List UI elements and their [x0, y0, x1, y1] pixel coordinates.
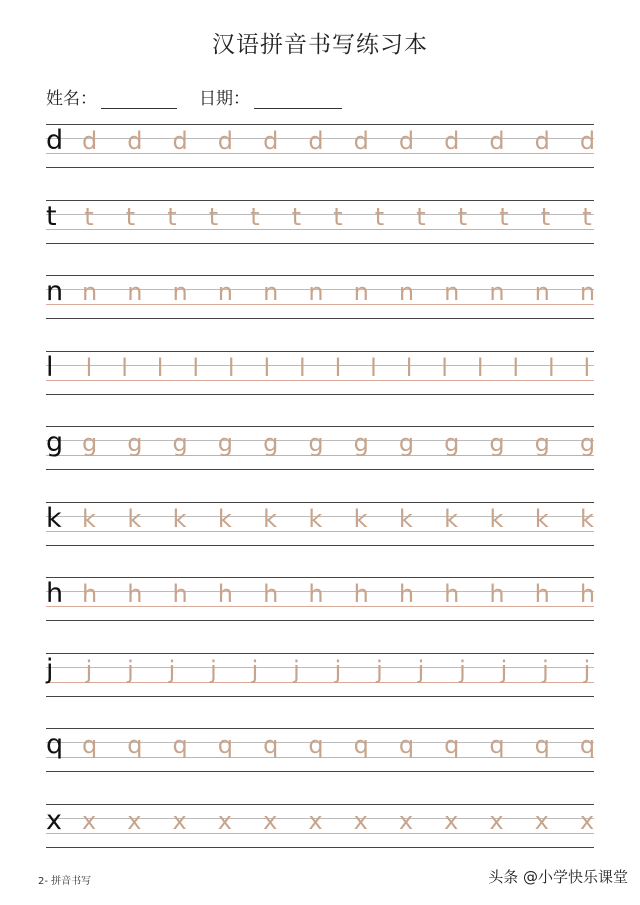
- trace-letter: k: [172, 504, 187, 533]
- trace-letter: l: [85, 353, 93, 382]
- trace-letter: d: [398, 127, 415, 155]
- guide-line: [46, 200, 594, 201]
- trace-letter: d: [217, 127, 234, 155]
- model-letter: q: [46, 729, 64, 760]
- trace-letter: j: [583, 655, 591, 684]
- trace-letter: k: [489, 504, 504, 533]
- trace-letter: n: [489, 278, 505, 306]
- guide-line: [46, 318, 594, 319]
- trace-letter: g: [579, 429, 596, 457]
- trace-letter: n: [127, 278, 143, 306]
- trace-letter: q: [217, 731, 234, 759]
- trace-letter: l: [263, 353, 271, 382]
- model-letter: d: [46, 125, 64, 156]
- trace-letter: h: [398, 580, 415, 608]
- practice-row[interactable]: [46, 124, 594, 168]
- trace-letter: j: [251, 655, 259, 684]
- trace-letter: d: [534, 127, 550, 155]
- trace-letter: q: [489, 731, 505, 759]
- trace-letters: [82, 353, 594, 383]
- trace-letter: q: [444, 731, 460, 759]
- guide-line: [46, 804, 594, 805]
- trace-letter: k: [444, 504, 459, 533]
- trace-letter: d: [172, 127, 188, 155]
- practice-row[interactable]: [46, 728, 594, 772]
- guide-line: [46, 696, 594, 697]
- trace-letter: g: [217, 429, 234, 457]
- trace-letter: l: [299, 353, 306, 382]
- trace-letter: q: [127, 731, 143, 759]
- trace-letter: x: [353, 806, 368, 835]
- guide-line: [46, 545, 594, 546]
- trace-letter: q: [353, 731, 369, 759]
- model-letter: n: [46, 276, 64, 307]
- guide-line: [46, 351, 594, 352]
- trace-letters: [82, 504, 594, 534]
- trace-letter: t: [208, 202, 219, 231]
- trace-letter: t: [416, 202, 426, 231]
- guide-line: [46, 275, 594, 276]
- trace-letter: x: [127, 806, 142, 835]
- trace-letter: x: [579, 806, 595, 835]
- trace-letter: h: [172, 580, 188, 608]
- trace-letter: t: [457, 202, 468, 231]
- trace-letter: x: [82, 806, 97, 835]
- watermark: 头条 @小学快乐课堂: [488, 868, 628, 886]
- trace-letter: n: [308, 278, 324, 306]
- guide-line: [46, 469, 594, 470]
- guide-line: [46, 728, 594, 729]
- trace-letter: j: [127, 655, 134, 684]
- trace-letter: x: [489, 806, 504, 835]
- trace-letter: n: [579, 278, 596, 306]
- page-title: 汉语拼音书写练习本: [212, 32, 428, 58]
- practice-row[interactable]: [46, 577, 594, 621]
- trace-letter: n: [217, 278, 234, 306]
- guide-line: [46, 847, 594, 848]
- trace-letters: [82, 655, 594, 685]
- trace-letter: x: [263, 806, 278, 835]
- trace-letter: d: [308, 127, 324, 155]
- trace-letter: j: [542, 655, 549, 684]
- practice-row[interactable]: [46, 502, 594, 546]
- trace-letter: l: [441, 353, 448, 382]
- trace-letter: n: [172, 278, 188, 306]
- trace-letter: n: [534, 278, 550, 306]
- trace-letter: n: [82, 278, 98, 306]
- trace-letter: q: [534, 731, 550, 759]
- trace-letter: l: [512, 353, 520, 382]
- trace-letters: [82, 428, 594, 458]
- trace-letter: h: [579, 580, 596, 608]
- trace-letter: l: [227, 353, 235, 382]
- trace-letter: d: [353, 127, 369, 155]
- trace-letter: n: [444, 278, 460, 306]
- trace-letter: l: [156, 353, 164, 382]
- trace-letter: l: [547, 353, 555, 382]
- practice-row[interactable]: [46, 653, 594, 697]
- trace-letter: j: [334, 655, 342, 684]
- date-label: 日期：: [199, 89, 250, 109]
- trace-letter: d: [82, 127, 98, 155]
- trace-letter: t: [499, 202, 509, 231]
- trace-letter: l: [583, 353, 591, 382]
- guide-line: [46, 653, 594, 654]
- trace-letter: x: [444, 806, 459, 835]
- trace-letter: j: [376, 655, 383, 684]
- trace-letters: [82, 579, 594, 609]
- trace-letter: g: [534, 429, 550, 457]
- practice-row[interactable]: [46, 200, 594, 244]
- guide-line: [46, 167, 594, 168]
- trace-letter: g: [308, 429, 324, 457]
- trace-letter: l: [334, 353, 342, 382]
- trace-letter: h: [308, 580, 324, 608]
- name-field[interactable]: [101, 90, 177, 109]
- trace-letter: k: [217, 504, 232, 533]
- trace-letter: l: [370, 353, 377, 382]
- trace-letter: q: [172, 731, 188, 759]
- trace-letter: d: [127, 127, 143, 155]
- guide-line: [46, 771, 594, 772]
- trace-letter: l: [192, 353, 200, 382]
- trace-letter: t: [250, 202, 260, 231]
- trace-letters: [82, 202, 594, 232]
- trace-letter: d: [263, 127, 279, 155]
- trace-letter: g: [398, 429, 415, 457]
- guide-line: [46, 394, 594, 395]
- trace-letter: d: [489, 127, 505, 155]
- trace-letter: h: [263, 580, 279, 608]
- trace-letter: g: [172, 429, 188, 457]
- trace-letter: n: [263, 278, 279, 306]
- trace-letter: h: [444, 580, 460, 608]
- model-letter: g: [46, 427, 64, 458]
- info-fields: [46, 84, 342, 109]
- trace-letter: q: [308, 731, 324, 759]
- trace-letter: h: [489, 580, 505, 608]
- trace-letter: t: [167, 202, 177, 231]
- trace-letter: d: [444, 127, 460, 155]
- trace-letter: g: [444, 429, 460, 457]
- practice-row[interactable]: [46, 804, 594, 848]
- model-letter: h: [46, 578, 64, 609]
- trace-letter: k: [579, 504, 594, 533]
- trace-letter: j: [417, 655, 425, 684]
- guide-line: [46, 577, 594, 578]
- trace-letter: x: [308, 806, 323, 835]
- trace-letter: g: [127, 429, 143, 457]
- trace-letter: h: [82, 580, 98, 608]
- trace-letter: k: [127, 504, 142, 533]
- trace-letters: [82, 806, 594, 836]
- practice-row[interactable]: [46, 351, 594, 395]
- trace-letter: h: [353, 580, 369, 608]
- practice-row[interactable]: [46, 426, 594, 470]
- trace-letter: t: [125, 202, 136, 231]
- trace-letter: j: [500, 655, 508, 684]
- trace-letter: h: [127, 580, 143, 608]
- trace-letter: j: [168, 655, 176, 684]
- trace-letter: x: [534, 806, 549, 835]
- trace-letter: x: [172, 806, 187, 835]
- trace-letter: g: [263, 429, 279, 457]
- model-letter: x: [46, 804, 62, 836]
- trace-letter: g: [82, 429, 98, 457]
- model-letter: t: [46, 200, 57, 232]
- trace-letter: l: [405, 353, 413, 382]
- trace-letter: h: [217, 580, 234, 608]
- trace-letter: t: [333, 202, 343, 231]
- model-letter: j: [46, 653, 54, 685]
- trace-letter: q: [82, 731, 98, 759]
- trace-letters: [82, 126, 594, 156]
- guide-line: [46, 426, 594, 427]
- trace-letter: k: [398, 504, 413, 533]
- trace-letter: k: [308, 504, 323, 533]
- trace-letter: j: [210, 655, 217, 684]
- trace-letter: t: [582, 202, 592, 231]
- trace-letter: t: [374, 202, 385, 231]
- trace-letter: t: [84, 202, 94, 231]
- model-letter: l: [46, 351, 54, 383]
- date-field[interactable]: [254, 90, 342, 109]
- trace-letter: l: [476, 353, 484, 382]
- trace-letter: k: [82, 504, 96, 533]
- trace-letter: t: [540, 202, 551, 231]
- guide-line: [46, 620, 594, 621]
- model-letter: k: [46, 502, 62, 534]
- trace-letter: k: [534, 504, 549, 533]
- trace-letter: n: [353, 278, 369, 306]
- trace-letter: l: [121, 353, 128, 382]
- trace-letter: q: [579, 731, 596, 759]
- trace-letter: x: [398, 806, 414, 835]
- trace-letter: t: [291, 202, 302, 231]
- guide-line: [46, 502, 594, 503]
- trace-letter: g: [353, 429, 369, 457]
- trace-letter: n: [398, 278, 415, 306]
- trace-letter: h: [534, 580, 550, 608]
- trace-letter: k: [353, 504, 368, 533]
- trace-letter: q: [263, 731, 279, 759]
- trace-letters: [82, 730, 594, 760]
- trace-letter: d: [579, 127, 596, 155]
- practice-rows: [46, 124, 594, 879]
- trace-letter: k: [263, 504, 278, 533]
- trace-letter: j: [85, 655, 93, 684]
- page-number: 2- 拼音书写: [38, 876, 92, 887]
- practice-row[interactable]: [46, 275, 594, 319]
- name-label: 姓名：: [46, 89, 97, 109]
- trace-letter: j: [293, 655, 300, 684]
- trace-letters: [82, 277, 594, 307]
- trace-letter: q: [398, 731, 415, 759]
- trace-letter: x: [217, 806, 232, 835]
- guide-line: [46, 243, 594, 244]
- guide-line: [46, 124, 594, 125]
- trace-letter: j: [459, 655, 466, 684]
- trace-letter: g: [489, 429, 505, 457]
